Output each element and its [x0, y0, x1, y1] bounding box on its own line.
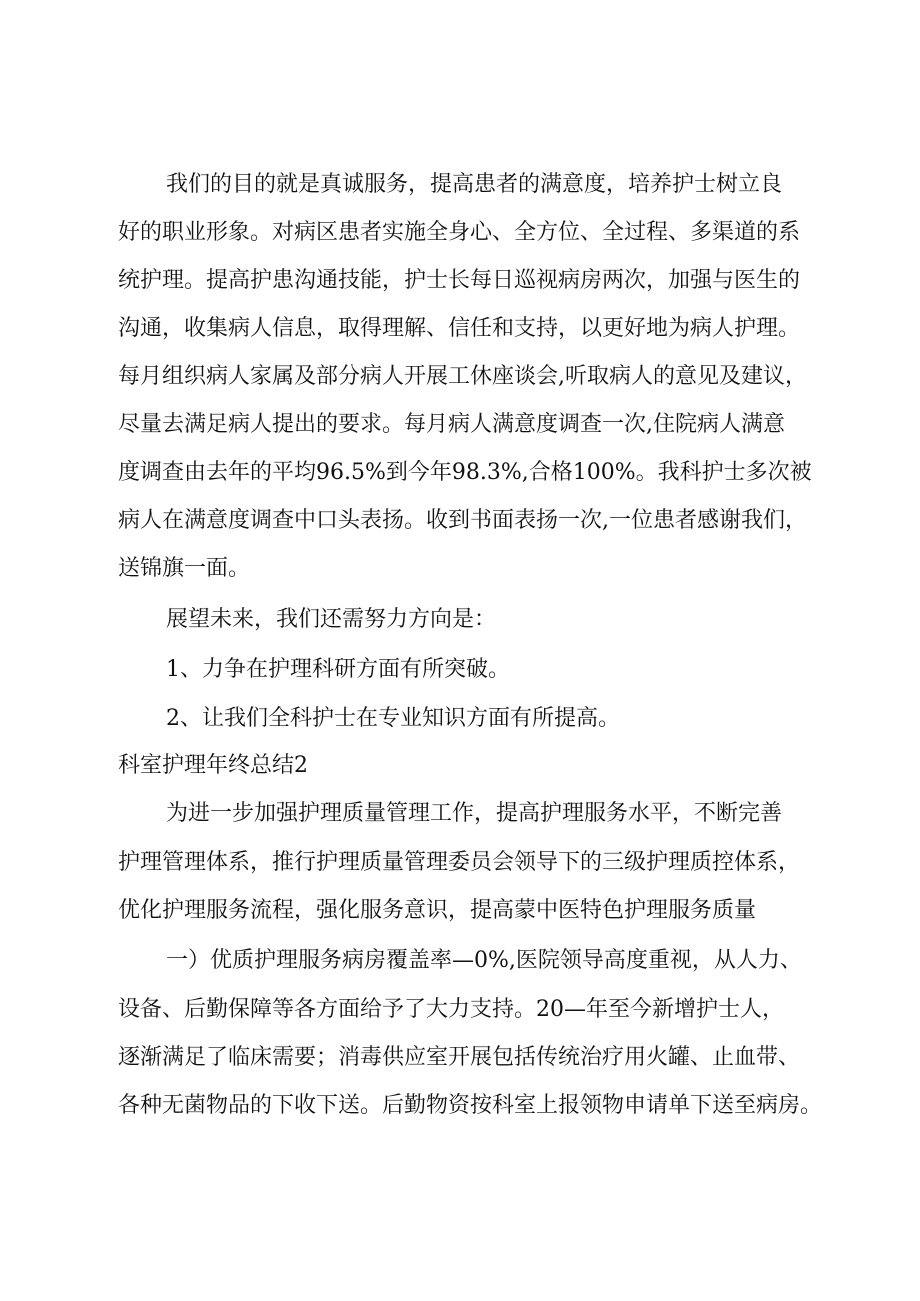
- text-line: 沟通，收集病人信息，取得理解、信任和支持，以更好地为病人护理。: [118, 316, 801, 341]
- text-line: 为进一步加强护理质量管理工作，提高护理服务水平，不断完善: [166, 801, 783, 826]
- text-line: 护理管理体系，推行护理质量管理委员会领导下的三级护理质控体系，: [118, 850, 801, 875]
- text-line: 设备、后勤保障等各方面给予了大力支持。20—年至今新增护士人，: [118, 997, 784, 1022]
- text-line: 优化护理服务流程，强化服务意识，提高蒙中医特色护理服务质量: [118, 898, 757, 923]
- text-line: 好的职业形象。对病区患者实施全身心、全方位、全过程、多渠道的系: [118, 220, 801, 245]
- list-item: 2、让我们全科护士在专业知识方面有所提高。: [166, 706, 620, 731]
- text-line: 尽量去满足病人提出的要求。每月病人满意度调查一次,住院病人满意: [118, 412, 785, 437]
- list-item: 1、力争在护理科研方面有所突破。: [166, 657, 510, 682]
- text-line: 展望未来，我们还需努力方向是：: [166, 607, 497, 632]
- text-line: 我们的目的就是真诚服务，提高患者的满意度，培养护士树立良: [166, 172, 783, 197]
- text-line: 病人在满意度调查中口头表扬。收到书面表扬一次,一位患者感谢我们，: [118, 508, 807, 533]
- text-line: 各种无菌物品的下收下送。后勤物资按科室上报领物申请单下送至病房。: [118, 1093, 823, 1118]
- text-line: 一）优质护理服务病房覆盖率—0%,医院领导高度重视，从人力、: [166, 948, 802, 973]
- text-line: 统护理。提高护患沟通技能，护士长每日巡视病房两次，加强与医生的: [118, 268, 801, 293]
- text-line: 逐渐满足了临床需要；消毒供应室开展包括传统治疗用火罐、止血带、: [118, 1045, 801, 1070]
- section-heading: 科室护理年终总结2: [118, 753, 308, 778]
- text-line: 送锦旗一面。: [118, 556, 251, 581]
- text-line: 每月组织病人家属及部分病人开展工休座谈会,听取病人的意见及建议，: [118, 364, 807, 389]
- text-line: 度调查由去年的平均96.5%到今年98.3%,合格100%。我科护士多次被: [118, 460, 812, 485]
